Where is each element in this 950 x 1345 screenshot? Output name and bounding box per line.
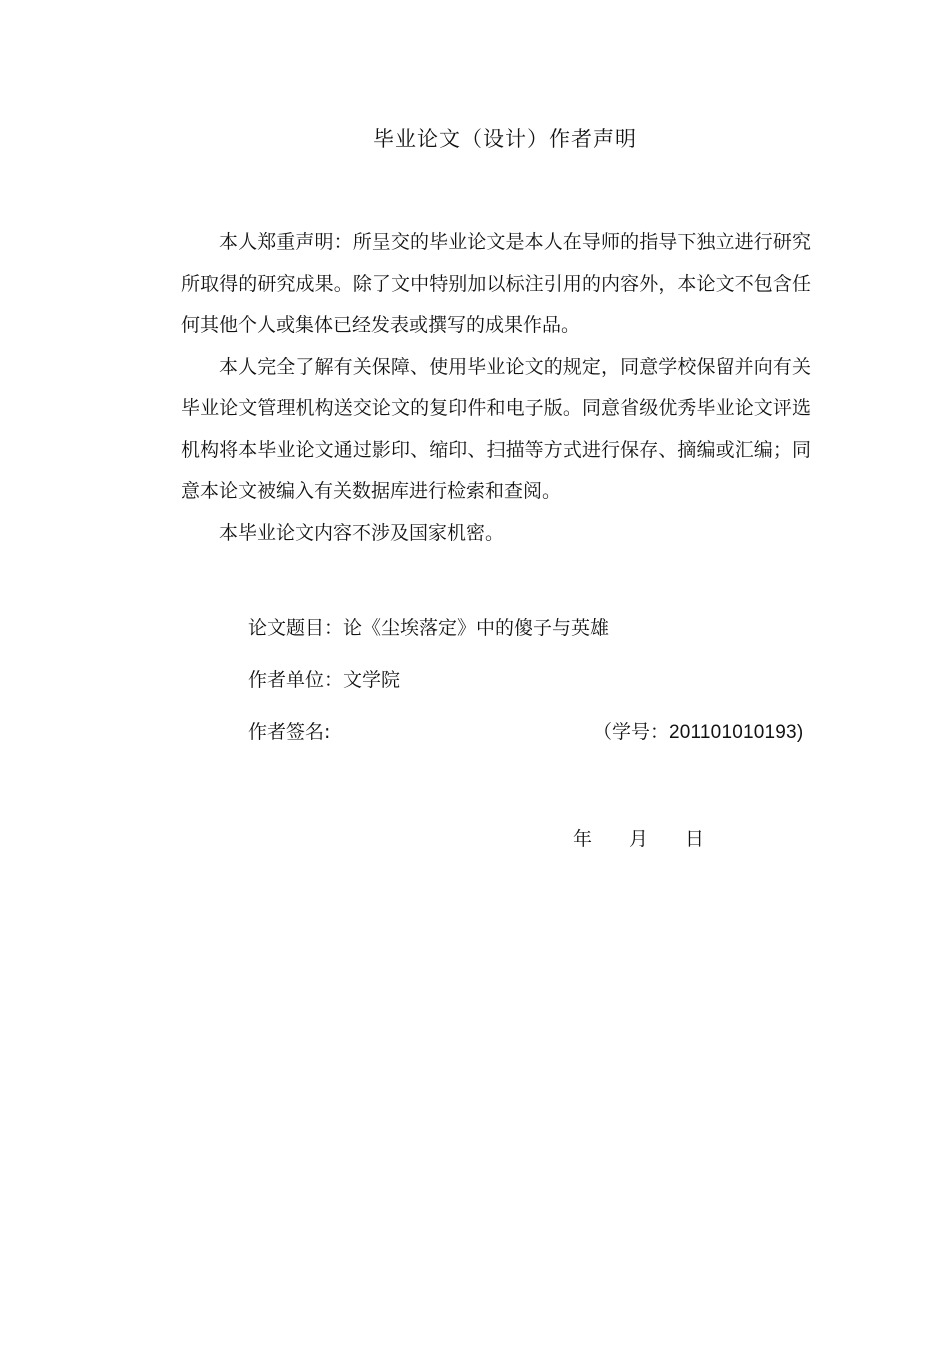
declaration-body: [181, 222, 811, 554]
author-unit-row: [248, 666, 818, 694]
author-unit-value: 文学院: [343, 669, 401, 691]
student-number-value: 20110101019: [669, 722, 787, 743]
thesis-topic-label: 论文题目：: [248, 617, 344, 639]
student-number: [593, 718, 803, 747]
signature-date: [573, 825, 741, 853]
declaration-paragraph-1: 本人郑重声明：所呈交的毕业论文是本人在导师的指导下独立进行研究所取得的研究成果。除了文中特别加以标注引用的内容外，本论文不包含任何其他个人或集体已经发表或撰写的成果作品。: [181, 231, 811, 336]
thesis-topic-row: [248, 614, 818, 642]
student-number-label: （学号：: [593, 721, 670, 743]
date-month-label: 月: [629, 828, 649, 850]
declaration-paragraph-3: 本毕业论文内容不涉及国家机密。: [219, 521, 505, 544]
student-number-close: 3): [786, 722, 804, 743]
thesis-topic-value: 论《尘埃落定》中的傻子与英雄: [343, 617, 610, 639]
page-title: 毕业论文（设计）作者声明: [373, 127, 637, 151]
author-signature-row: [248, 718, 818, 746]
date-day-label: 日: [685, 828, 705, 850]
author-signature-label: 作者签名:: [248, 721, 331, 743]
date-year-label: 年: [573, 828, 593, 850]
declaration-paragraph-2: 本人完全了解有关保障、使用毕业论文的规定，同意学校保留并向有关毕业论文管理机构送交论文的复印件和电子版。同意省级优秀毕业论文评选机构将本毕业论文通过影印、缩印、扫描等方式进行保存、摘编或汇编；同意本论文被编入有关数据库进行检索和查阅。: [181, 355, 811, 502]
author-unit-label: 作者单位：: [248, 669, 344, 691]
